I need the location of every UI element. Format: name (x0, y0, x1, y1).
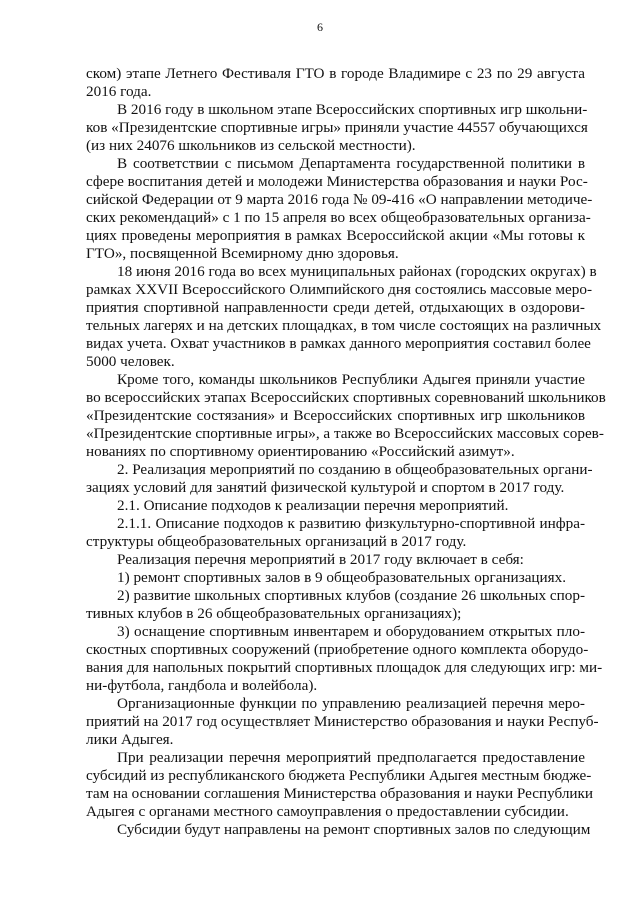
text-line: Адыгея с органами местного самоуправления о предоставлении субсидии. (86, 803, 569, 820)
text-line: (из них 24076 школьников из сельской местности). (86, 137, 416, 154)
page-number: 6 (317, 20, 323, 34)
text-line: 5000 человек. (86, 353, 175, 370)
text-line: нованиях по спортивному ориентированию «Российский азимут». (86, 443, 515, 460)
text-line: ГТО», посвященной Всемирному дню здоровья. (86, 245, 399, 262)
text-line: «Президентские спортивные игры», а также во Всероссийских массовых сорев- (86, 425, 604, 442)
text-line: тельных лагерях и на детских площадках, в том числе состоящих на различных (86, 317, 602, 334)
text-line: там на основании соглашения Министерства образования и науки Республики (86, 785, 594, 802)
text-line: ни-футбола, гандбола и волейбола). (86, 677, 318, 694)
text-line: В 2016 году в школьном этапе Всероссийских спортивных игр школьни- (117, 101, 588, 118)
text-line: приятия спортивной направленности среди детей, отдыхающих в оздорови- (86, 299, 585, 316)
text-line: скостных спортивных сооружений (приобретение одного комплекта оборудо- (86, 641, 589, 658)
text-line: во всероссийских этапах Всероссийских спортивных соревнований школьников (86, 389, 606, 406)
text-line: 3) оснащение спортивным инвентарем и оборудованием открытых пло- (117, 623, 585, 640)
text-line: 1) ремонт спортивных залов в 9 общеобразовательных организациях. (117, 569, 567, 586)
text-line: ских рекомендаций» с 1 по 15 апреля во всех общеобразовательных организа- (86, 209, 591, 226)
text-line: сийской Федерации от 9 марта 2016 года № 09-416 «О направлении методиче- (86, 191, 593, 208)
text-line: 2.1. Описание подходов к реализации перечня мероприятий. (117, 497, 509, 514)
text-line: При реализации перечня мероприятий предполагается предоставление (117, 749, 585, 766)
text-line: «Президентские состязания» и Всероссийских спортивных игр школьников (86, 407, 585, 424)
text-line: Кроме того, команды школьников Республики Адыгея приняли участие (117, 371, 585, 388)
text-line: ском) этапе Летнего Фестиваля ГТО в городе Владимире с 23 по 29 августа (86, 65, 585, 82)
text-line: циях проведены мероприятия в рамках Всероссийской акции «Мы готовы к (86, 227, 585, 244)
text-line: Субсидии будут направлены на ремонт спортивных залов по следующим (117, 821, 591, 838)
text-line: зациях условий для занятий физической культурой и спортом в 2017 году. (86, 479, 565, 496)
text-line: Реализация перечня мероприятий в 2017 году включает в себя: (117, 551, 524, 568)
text-line: видах учета. Охват участников в рамках данного мероприятия составил более (86, 335, 591, 352)
text-line: сфере воспитания детей и молодежи Министерства образования и науки Рос- (86, 173, 588, 190)
text-line: В соответствии с письмом Департамента государственной политики в (117, 155, 585, 172)
text-line: вания для напольных покрытий спортивных площадок для следующих игр: ми- (86, 659, 603, 676)
text-line: приятий на 2017 год осуществляет Министерство образования и науки Респуб- (86, 713, 599, 730)
text-line: ков «Президентские спортивные игры» приняли участие 44557 обучающихся (86, 119, 588, 136)
text-line: 2.1.1. Описание подходов к развитию физкультурно-спортивной инфра- (117, 515, 585, 532)
text-line: рамках XXVII Всероссийского Олимпийского дня состоялись массовые меро- (86, 281, 592, 298)
text-line: тивных клубов в 26 общеобразовательных организациях); (86, 605, 462, 622)
text-line: Организационные функции по управлению реализацией перечня меро- (117, 695, 585, 712)
text-line: 2. Реализация мероприятий по созданию в общеобразовательных органи- (117, 461, 593, 478)
text-line: структуры общеобразовательных организаций в 2017 году. (86, 533, 467, 550)
text-line: субсидий из республиканского бюджета Республики Адыгея местным бюдже- (86, 767, 592, 784)
text-line: 2) развитие школьных спортивных клубов (создание 26 школьных спор- (117, 587, 585, 604)
text-line: лики Адыгея. (86, 731, 174, 748)
text-line: 2016 года. (86, 83, 152, 100)
text-line: 18 июня 2016 года во всех муниципальных районах (городских округах) в (117, 263, 597, 280)
